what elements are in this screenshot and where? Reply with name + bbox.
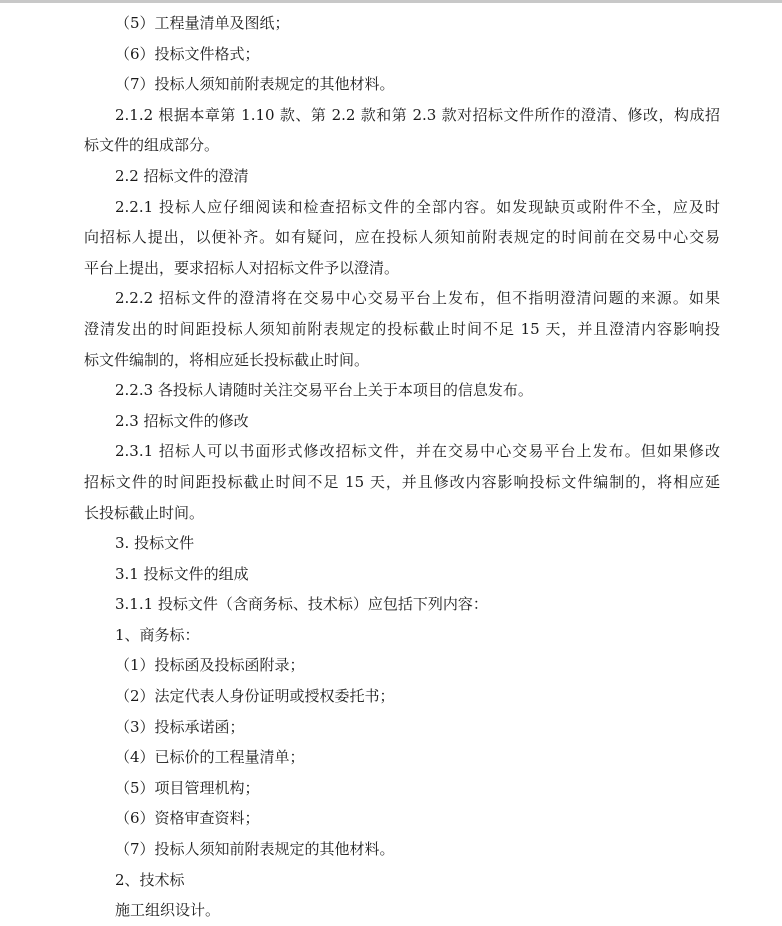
document-body xyxy=(84,8,720,926)
text-line: 2.2.1 投标人应仔细阅读和检查招标文件的全部内容。如发现缺页或附件不全，应及时 xyxy=(115,197,720,216)
text-line: （2）法定代表人身份证明或授权委托书； xyxy=(115,687,395,706)
text-line: 2.2.2 招标文件的澄清将在交易中心交易平台上发布，但不指明澄清问题的来源。如果 xyxy=(115,289,720,308)
text-line: （1）投标函及投标函附录； xyxy=(115,656,305,675)
text-line: 澄清发出的时间距投标人须知前附表规定的投标截止时间不足 15 天，并且澄清内容影响投 xyxy=(84,319,720,338)
text-line: 招标文件的时间距投标截止时间不足 15 天，并且修改内容影响投标文件编制的，将相应延 xyxy=(84,472,720,491)
page-top-border xyxy=(0,0,782,3)
text-line: 2.2 招标文件的澄清 xyxy=(115,166,249,185)
text-line: （6）投标文件格式； xyxy=(115,44,260,63)
text-line: （5）项目管理机构； xyxy=(115,778,260,797)
text-line: 平台上提出，要求招标人对招标文件予以澄清。 xyxy=(84,258,400,277)
text-line: 3.1.1 投标文件（含商务标、技术标）应包括下列内容： xyxy=(115,595,488,614)
text-line: 2.1.2 根据本章第 1.10 款、第 2.2 款和第 2.3 款对招标文件所作的澄清、修改，构成招 xyxy=(115,105,720,124)
text-line: 1、商务标： xyxy=(115,625,200,644)
text-line: 2.3.1 招标人可以书面形式修改招标文件，并在交易中心交易平台上发布。但如果修改 xyxy=(115,442,720,461)
text-line: （3）投标承诺函； xyxy=(115,717,245,736)
text-line: 标文件的组成部分。 xyxy=(84,136,220,155)
text-line: 2.2.3 各投标人请随时关注交易平台上关于本项目的信息发布。 xyxy=(115,381,533,400)
text-line: （5）工程量清单及图纸； xyxy=(115,14,290,32)
text-line: （7）投标人须知前附表规定的其他材料。 xyxy=(115,840,395,859)
text-line: 向招标人提出，以便补齐。如有疑问，应在投标人须知前附表规定的时间前在交易中心交易 xyxy=(84,228,720,247)
text-line: （6）资格审查资料； xyxy=(115,809,260,828)
text-line: 标文件编制的，将相应延长投标截止时间。 xyxy=(84,350,370,369)
text-line: 2、技术标 xyxy=(115,870,185,889)
text-line: 3.1 投标文件的组成 xyxy=(115,564,249,583)
text-line: （7）投标人须知前附表规定的其他材料。 xyxy=(115,75,395,94)
text-line: 3. 投标文件 xyxy=(115,534,195,553)
text-line: （4）已标价的工程量清单； xyxy=(115,748,305,767)
text-line: 施工组织设计。 xyxy=(115,901,221,920)
text-line: 2.3 招标文件的修改 xyxy=(115,411,249,430)
text-line: 长投标截止时间。 xyxy=(84,503,205,522)
